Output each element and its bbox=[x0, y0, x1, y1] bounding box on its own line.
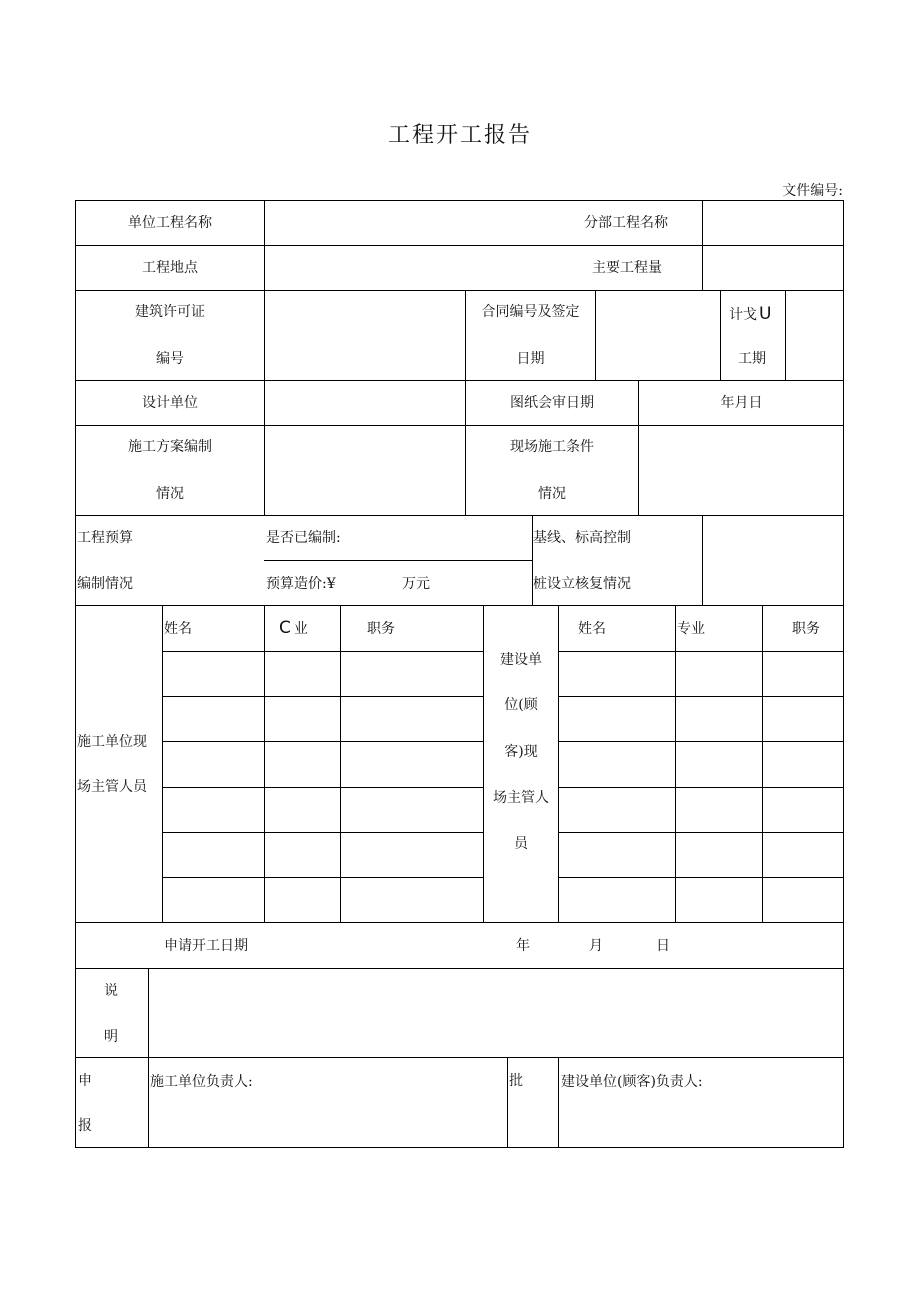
report-label-line1: 申 bbox=[78, 1073, 92, 1089]
owner-staff-label-line3: 客)现 bbox=[504, 744, 538, 760]
main-quantity-label: 主要工程量 bbox=[592, 260, 662, 276]
baseline-label-line1: 基线、标高控制 bbox=[533, 530, 631, 546]
budget-label-line2: 编制情况 bbox=[77, 576, 133, 592]
building-permit-label-line1: 建筑许可证 bbox=[135, 304, 205, 320]
plan-period-label-line2: 工期 bbox=[738, 351, 766, 367]
page-title: 工程开工报告 bbox=[387, 123, 532, 148]
unit-project-name-label: 单位工程名称 bbox=[128, 215, 212, 231]
owner-staff-label-line4: 场主管人 bbox=[493, 790, 549, 806]
right-header-name: 姓名 bbox=[578, 621, 606, 637]
report-label-line2: 报 bbox=[78, 1118, 92, 1134]
contractor-staff-label-line2: 场主管人员 bbox=[77, 779, 147, 795]
budget-cost-label: 预算造价:¥ bbox=[266, 576, 336, 592]
apply-month: 月 bbox=[589, 938, 603, 954]
left-header-duty: 职务 bbox=[367, 621, 395, 637]
budget-unit: 万元 bbox=[402, 576, 430, 592]
drawing-review-date-label: 图纸会审日期 bbox=[510, 395, 594, 411]
note-label-line2: 明 bbox=[104, 1029, 118, 1045]
contractor-staff-label-line1: 施工单位现 bbox=[77, 734, 147, 750]
owner-staff-label-line2: 位(顾 bbox=[504, 697, 538, 713]
apply-year: 年 bbox=[516, 938, 530, 954]
owner-head-label: 建设单位(顾客)负责人: bbox=[561, 1074, 703, 1090]
site-condition-label-line2: 情况 bbox=[538, 486, 566, 502]
construction-plan-label-line1: 施工方案编制 bbox=[128, 439, 212, 455]
contract-label-line1: 合同编号及签定 bbox=[481, 304, 580, 320]
sub-project-name-label: 分部工程名称 bbox=[584, 215, 668, 231]
review-date-ymd: 年月日 bbox=[720, 395, 763, 411]
construction-plan-label-line2: 情况 bbox=[156, 486, 184, 502]
site-condition-label-line1: 现场施工条件 bbox=[510, 439, 594, 455]
building-permit-label-line2: 编号 bbox=[156, 351, 184, 367]
baseline-label-line2: 桩设立核复情况 bbox=[533, 576, 631, 592]
apply-day: 日 bbox=[656, 938, 670, 954]
contractor-head-label: 施工单位负责人: bbox=[150, 1074, 253, 1090]
project-location-label: 工程地点 bbox=[142, 260, 198, 276]
compiled-label: 是否已编制: bbox=[266, 530, 341, 546]
right-header-duty: 职务 bbox=[792, 621, 820, 637]
left-header-name: 姓名 bbox=[164, 621, 192, 637]
right-header-major: 专业 bbox=[677, 621, 705, 637]
owner-staff-label-line5: 员 bbox=[514, 836, 528, 852]
left-header-major: C 业 bbox=[279, 618, 308, 638]
apply-start-date-label: 申请开工日期 bbox=[164, 938, 248, 954]
approve-label: 批 bbox=[509, 1073, 523, 1089]
contract-label-line2: 日期 bbox=[516, 351, 545, 367]
plan-period-label-line1: 计戈 U bbox=[729, 304, 772, 324]
budget-label-line1: 工程预算 bbox=[77, 530, 133, 546]
design-unit-label: 设计单位 bbox=[142, 395, 198, 411]
note-label-line1: 说 bbox=[104, 983, 118, 999]
owner-staff-label-line1: 建设单 bbox=[500, 652, 542, 668]
document-number-label: 文件编号: bbox=[782, 183, 843, 199]
